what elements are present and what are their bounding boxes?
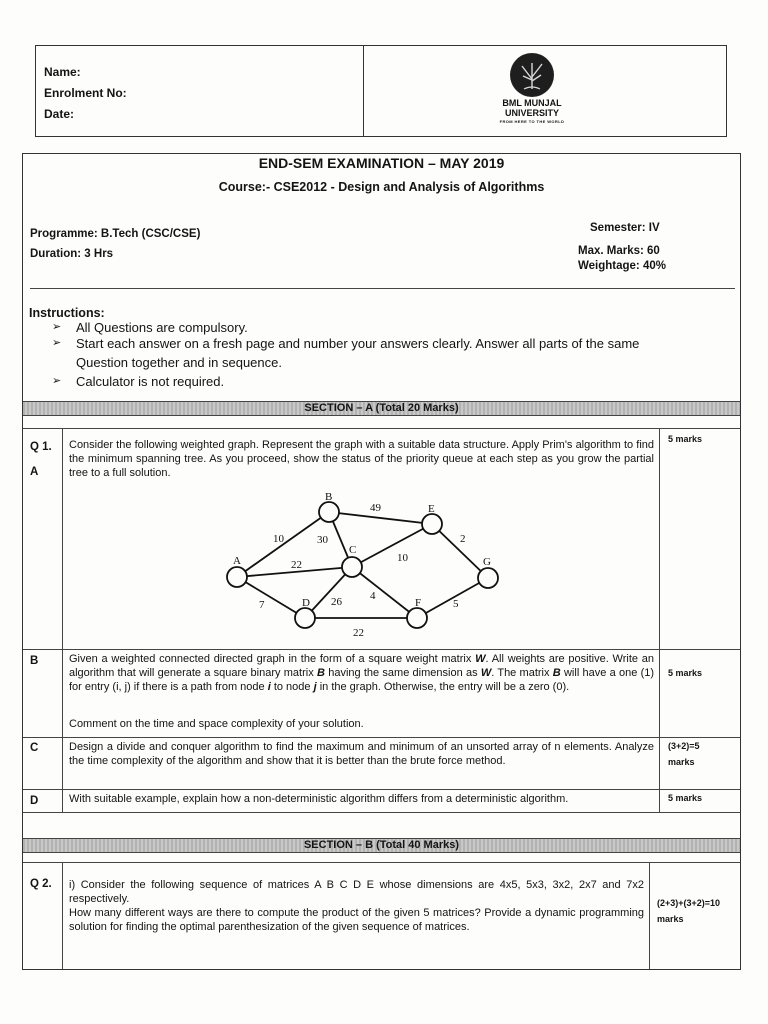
question-number-column-line bbox=[62, 428, 63, 812]
node-label-f: F bbox=[415, 597, 422, 609]
date-label: Date: bbox=[44, 107, 75, 121]
node-c bbox=[342, 557, 362, 577]
arrow-right-icon: ➢ bbox=[52, 321, 62, 333]
course-title: Course:- CSE2012 - Design and Analysis of Algorithms bbox=[218, 180, 545, 194]
question-comment: Comment on the time and space complexity of your solution. bbox=[69, 718, 364, 730]
enrolment-label: Enrolment No: bbox=[44, 86, 127, 100]
edge-weight-e-g: 2 bbox=[460, 533, 466, 545]
instruction-item: ➢ All Questions are compulsory. bbox=[52, 320, 248, 335]
edge-weight-a-b: 10 bbox=[273, 533, 284, 545]
row-divider bbox=[23, 428, 740, 429]
question-marks: 5 marks bbox=[668, 668, 703, 678]
header-box bbox=[35, 45, 727, 137]
exam-title: END-SEM EXAMINATION – MAY 2019 bbox=[258, 155, 505, 171]
row-divider bbox=[23, 789, 740, 790]
edge-a-d bbox=[237, 577, 305, 618]
row-divider bbox=[23, 862, 740, 863]
node-g bbox=[478, 568, 498, 588]
marks-column-line bbox=[659, 428, 660, 812]
node-d bbox=[295, 608, 315, 628]
programme-info: Programme: B.Tech (CSC/CSE) bbox=[30, 228, 201, 240]
question-text: Design a divide and conquer algorithm to find the maximum and minimum of an unsorted array of n elements. Analyze the time complexity of the algorithm and show that it is better than the brute force method. bbox=[69, 741, 654, 767]
question-text: Given a weighted connected directed graph in the form of a square weight matrix W. All weights are positive. Write an algorithm that will generate a square binary matrix B having the same dimension as W. The matrix B will have a one (1) for entry (i, j) if there is a path from node i to node j in the graph. Otherwise, the entry will be a zero (0). bbox=[69, 653, 655, 693]
question-part: B bbox=[30, 655, 39, 667]
instruction-item: ➢ Calculator is not required. bbox=[52, 374, 225, 389]
instruction-item: ➢ Start each answer on a fresh page and number your answers clearly. Answer all parts of the same bbox=[52, 336, 640, 351]
question-marks-suffix: marks bbox=[657, 914, 684, 924]
marks-column-line bbox=[649, 862, 650, 969]
row-divider bbox=[23, 737, 740, 738]
semester-info: Semester: IV bbox=[590, 222, 660, 234]
question-part: A bbox=[30, 466, 39, 478]
section-b-header: SECTION – B (Total 40 Marks) bbox=[23, 838, 740, 853]
instruction-item-continuation: Question together and in sequence. bbox=[76, 355, 282, 370]
university-tagline: FROM HERE TO THE WORLD bbox=[499, 119, 565, 124]
weighted-graph bbox=[215, 493, 515, 643]
question-text: i) Consider the following sequence of matrices A B C D E whose dimensions are 4x5, 5x3, 3x2, 2x7 and 7x2 respectively. bbox=[69, 879, 644, 905]
question-text: How many different ways are there to compute the product of the given 5 matrices? Provide a dynamic programming solution for finding the optimal parenthesization of the given sequence of matrices. bbox=[69, 907, 644, 933]
university-name-line1: BML MUNJAL bbox=[502, 98, 562, 108]
edge-weight-d-f: 22 bbox=[353, 627, 364, 639]
node-label-c: C bbox=[349, 544, 357, 556]
edge-c-e bbox=[352, 524, 432, 567]
question-part: C bbox=[30, 742, 39, 754]
node-label-e: E bbox=[428, 503, 435, 515]
node-label-a: A bbox=[233, 555, 241, 567]
question-text: With suitable example, explain how a non-deterministic algorithm differs from a deterministic algorithm. bbox=[69, 793, 569, 805]
edge-weight-c-f: 4 bbox=[370, 590, 376, 602]
edge-weight-c-d: 26 bbox=[331, 596, 342, 608]
question-marks: (2+3)+(3+2)=10 bbox=[657, 898, 721, 908]
question-part: D bbox=[30, 795, 39, 807]
edge-weight-b-c: 30 bbox=[317, 534, 328, 546]
question-marks: (3+2)=5 bbox=[668, 741, 700, 751]
edge-weight-a-c: 22 bbox=[291, 559, 302, 571]
node-label-g: G bbox=[483, 556, 491, 568]
node-f bbox=[407, 608, 427, 628]
question-text: Consider the following weighted graph. Represent the graph with a suitable data structure. Apply Prim's algorithm to find the minimum spanning tree. As you proceed, show the status of the priority queue at each step as you grow the partial tree to a full solution. bbox=[69, 439, 654, 479]
university-logo-icon bbox=[510, 53, 554, 97]
info-divider bbox=[30, 288, 735, 289]
instructions-title: Instructions: bbox=[29, 306, 105, 320]
question-number: Q 1. bbox=[30, 441, 52, 453]
question-marks-suffix: marks bbox=[668, 757, 695, 767]
arrow-right-icon: ➢ bbox=[52, 375, 62, 387]
edge-weight-c-e: 10 bbox=[397, 552, 408, 564]
university-name-line2: UNIVERSITY bbox=[504, 108, 559, 118]
node-label-b: B bbox=[325, 493, 333, 503]
weightage-info: Weightage: 40% bbox=[578, 260, 666, 272]
node-e bbox=[422, 514, 442, 534]
duration-info: Duration: 3 Hrs bbox=[30, 248, 114, 260]
node-label-d: D bbox=[302, 597, 310, 609]
question-number-column-line bbox=[62, 862, 63, 969]
name-label: Name: bbox=[44, 65, 81, 79]
row-divider bbox=[23, 649, 740, 650]
node-b bbox=[319, 502, 339, 522]
arrow-right-icon: ➢ bbox=[52, 337, 62, 349]
edge-weight-b-e: 49 bbox=[370, 502, 381, 514]
row-divider bbox=[23, 812, 740, 813]
edge-weight-f-g: 5 bbox=[453, 598, 459, 610]
question-marks: 5 marks bbox=[668, 793, 703, 803]
section-a-header: SECTION – A (Total 20 Marks) bbox=[23, 401, 740, 416]
question-marks: 5 marks bbox=[668, 434, 703, 444]
university-name bbox=[470, 98, 594, 118]
max-marks-info: Max. Marks: 60 bbox=[578, 245, 660, 257]
edge-c-f bbox=[352, 567, 417, 618]
question-number: Q 2. bbox=[30, 878, 52, 890]
header-divider bbox=[363, 46, 364, 136]
edge-weight-a-d: 7 bbox=[259, 599, 265, 611]
node-a bbox=[227, 567, 247, 587]
